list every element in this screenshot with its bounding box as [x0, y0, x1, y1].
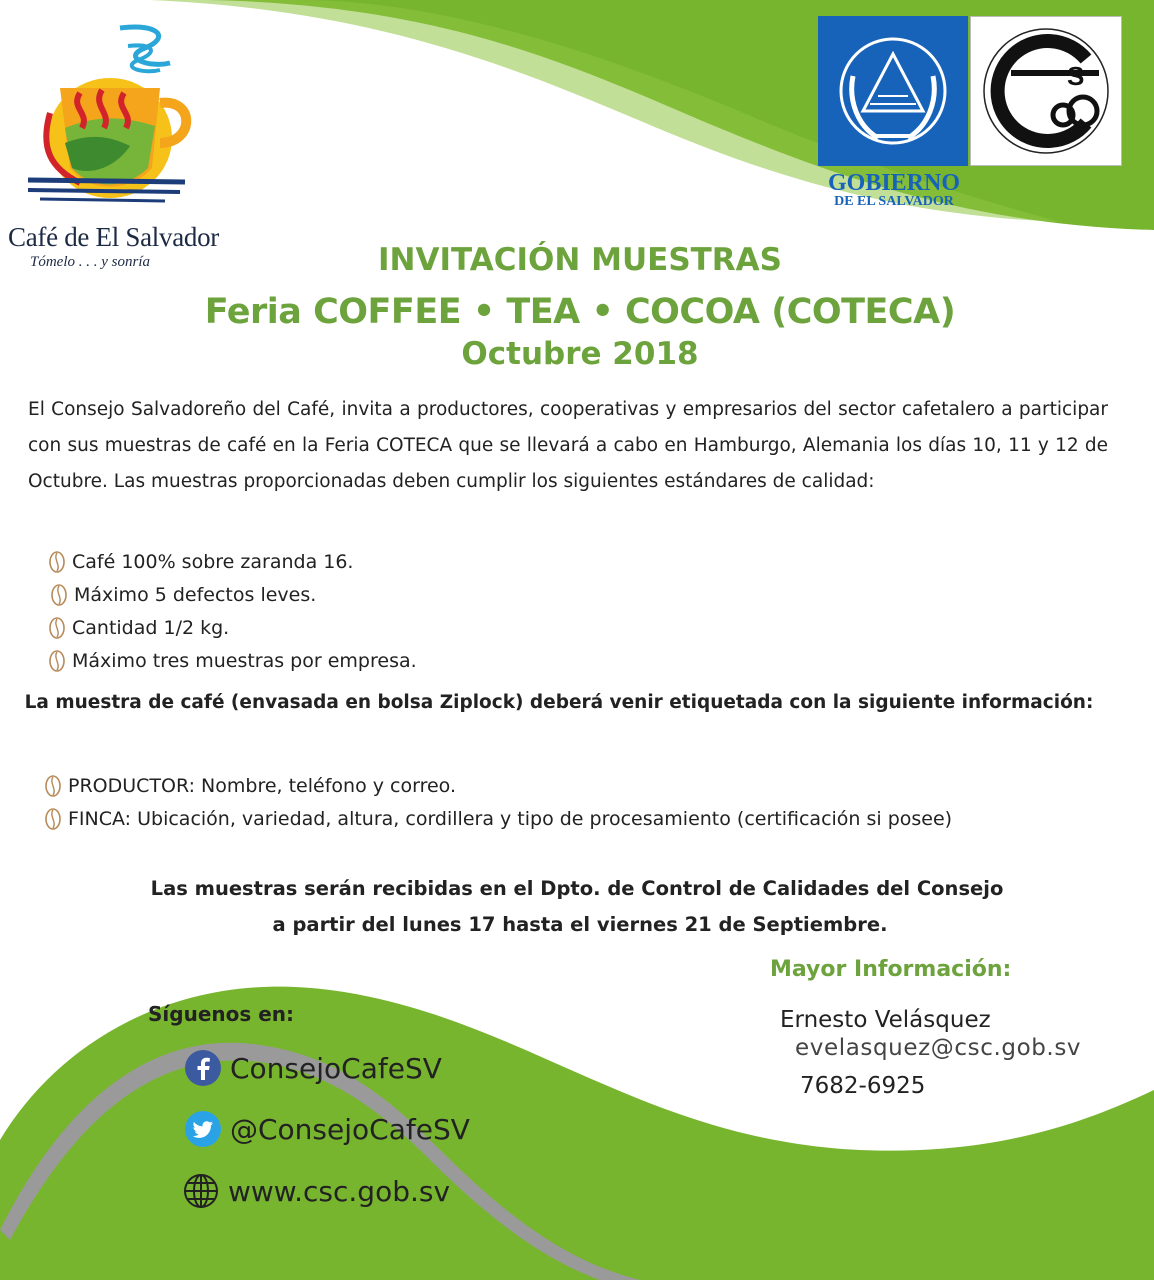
standard-text: Cantidad 1/2 kg. — [72, 617, 230, 639]
facebook-icon — [184, 1049, 222, 1087]
svg-text:S: S — [1067, 61, 1085, 91]
coat-of-arms-icon — [818, 16, 968, 166]
cafe-logo-icon — [20, 18, 200, 218]
contact-name: Ernesto Velásquez — [780, 1007, 991, 1033]
list-item — [42, 808, 952, 830]
twitter-icon — [184, 1110, 222, 1148]
twitter-handle: @ConsejoCafeSV — [230, 1112, 470, 1146]
coffee-bean-icon — [42, 808, 64, 830]
standard-text: Máximo tres muestras por empresa. — [72, 650, 417, 672]
brand-slogan: Tómelo . . . y sonría — [30, 254, 150, 270]
list-item — [46, 551, 353, 573]
website-link[interactable] — [182, 1172, 450, 1210]
sample-label-statement: La muestra de café (envasada en bolsa Ziplock) deberá venir etiquetada con la siguiente información: — [24, 692, 1094, 713]
facebook-link[interactable] — [184, 1049, 442, 1087]
list-item — [42, 775, 456, 797]
date-title: Octubre 2018 — [461, 336, 699, 372]
coffee-bean-icon — [48, 584, 70, 606]
government-name: GOBIERNO — [827, 170, 961, 196]
label-field-text: FINCA: Ubicación, variedad, altura, cordillera y tipo de procesamiento (certificación si posee) — [68, 808, 953, 830]
coffee-bean-icon — [46, 617, 68, 639]
government-subtitle: DE EL SALVADOR — [834, 194, 954, 209]
list-item — [46, 617, 229, 639]
website-url: www.csc.gob.sv — [228, 1174, 451, 1208]
coffee-bean-icon — [42, 775, 64, 797]
intro-paragraph: El Consejo Salvadoreño del Café, invita a productores, cooperativas y empresarios del sector cafetalero a participar con sus muestras de café en la Feria COTECA que se llevará a cabo en Hamburgo, Alemania los días 10, 11 y 12 de Octubre. Las muestras proporcionadas deben cumplir los siguientes estándares de calidad: — [28, 399, 1108, 492]
csc-emblem-icon — [971, 17, 1121, 165]
coffee-bean-icon — [46, 551, 68, 573]
contact-email-link[interactable]: evelasquez@csc.gob.sv — [795, 1035, 1082, 1061]
label-field-text: PRODUCTOR: Nombre, teléfono y correo. — [68, 775, 456, 797]
brand-title: Café de El Salvador — [8, 222, 219, 252]
invitation-title: INVITACIÓN MUESTRAS — [378, 242, 782, 278]
coffee-bean-icon — [46, 650, 68, 672]
twitter-link[interactable] — [184, 1110, 470, 1148]
csc-logo — [970, 16, 1122, 166]
reception-notice-line1: Las muestras serán recibidas en el Dpto. de Control de Calidades del Consejo — [150, 877, 1004, 900]
standard-text: Café 100% sobre zaranda 16. — [72, 551, 354, 573]
list-item — [48, 584, 316, 606]
reception-notice-line2: a partir del lunes 17 hasta el viernes 21 de Septiembre. — [272, 913, 888, 936]
fair-title: Feria COFFEE • TEA • COCOA (COTECA) — [204, 292, 956, 332]
more-info-heading: Mayor Información: — [770, 957, 1012, 982]
government-seal — [818, 16, 968, 166]
list-item — [46, 650, 417, 672]
globe-icon — [182, 1172, 220, 1210]
standard-text: Máximo 5 defectos leves. — [74, 584, 317, 606]
contact-phone: 7682-6925 — [800, 1073, 926, 1099]
facebook-handle: ConsejoCafeSV — [230, 1051, 442, 1085]
follow-heading: Síguenos en: — [148, 1002, 295, 1026]
